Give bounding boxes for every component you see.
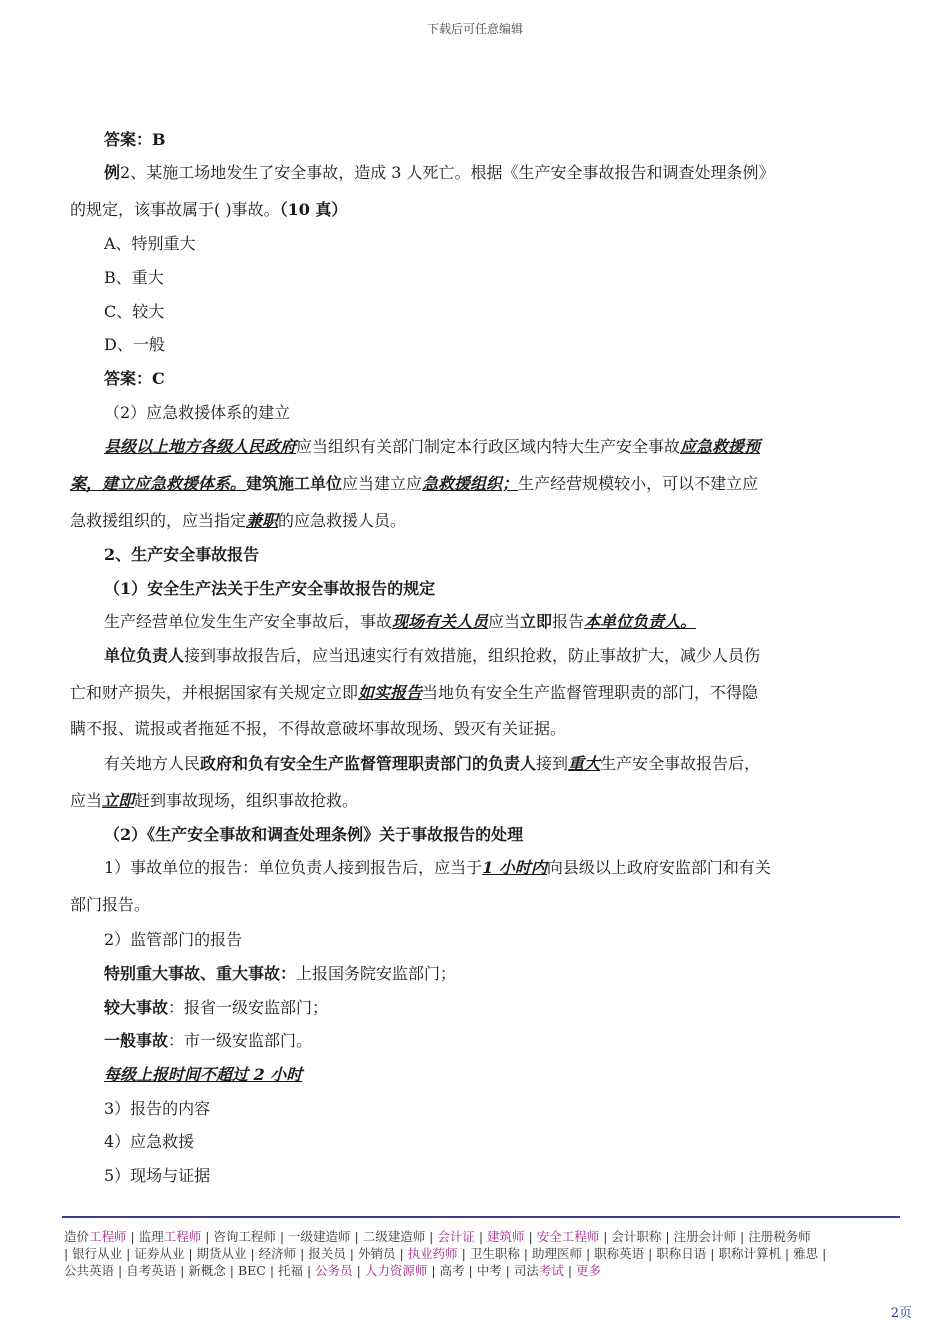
- paragraph-line: 急救援组织的，应当指定兼职的应急救援人员。: [70, 511, 407, 530]
- paragraph-line: 单位负责人接到事故报告后，应当迅速实行有效措施，组织抢救，防止事故扩大，减少人员伤: [104, 646, 761, 665]
- answer-line: 答案：B: [104, 130, 166, 149]
- section-heading: 2、生产安全事故报告: [104, 545, 260, 564]
- footer-text: | 卫生职称 | 助理医师 | 职称英语 | 职称日语 | 职称计算机 | 雅思 |: [457, 1246, 827, 1261]
- footer-link[interactable]: 执业药师: [407, 1246, 458, 1261]
- footer-link[interactable]: 考试: [538, 1263, 564, 1278]
- paragraph-line: 3）报告的内容: [104, 1099, 211, 1118]
- paragraph-line: 案，建立应急救援体系。建筑施工单位应当建立应急救援组织；生产经营规模较小，可以不建立应: [70, 474, 759, 493]
- footer-text: |: [563, 1263, 577, 1278]
- footer-divider: [62, 1216, 900, 1218]
- footer-links-row: [64, 1246, 900, 1262]
- footer-text: |: [524, 1229, 537, 1244]
- paragraph-line: 有关地方人民政府和负有安全生产监督管理职责部门的负责人接到重大生产安全事故报告后，: [104, 754, 761, 773]
- paragraph-line: 4）应急救援: [104, 1132, 195, 1151]
- footer-text: | 高考 | 中考 | 司法: [427, 1263, 539, 1278]
- paragraph-line: 2）监管部门的报告: [104, 930, 243, 949]
- footer-link[interactable]: 工程师: [163, 1229, 202, 1244]
- footer-text: |: [352, 1263, 365, 1278]
- paragraph-line: 一般事故：市一级安监部门。: [104, 1031, 313, 1050]
- footer-text: | 银行从业 | 证券从业 | 期货从业 | 经济师 | 报关员 | 外销员 |: [64, 1246, 408, 1261]
- footer-links-row: [64, 1229, 900, 1245]
- example-line-cont: 的规定，该事故属于( )事故。（10 真）: [70, 200, 348, 219]
- page-header: 下载后可任意编辑: [426, 22, 523, 36]
- subsection-heading: （2）《生产安全事故和调查处理条例》关于事故报告的处理: [104, 825, 524, 844]
- footer-text: |: [474, 1229, 488, 1244]
- footer-text: | 咨询工程师 | 一级建造师 | 二级建造师 |: [201, 1229, 438, 1244]
- footer-text: | 会计职称 | 注册会计师 | 注册税务师: [599, 1229, 811, 1244]
- option-c: C、较大: [104, 302, 165, 321]
- footer-link[interactable]: 人力资源师: [364, 1263, 428, 1278]
- subsection-heading: （1）安全生产法关于生产安全事故报告的规定: [104, 579, 436, 598]
- option-d: D、一般: [104, 335, 165, 354]
- footer-link[interactable]: 安全工程师: [536, 1229, 600, 1244]
- footer-text: 公共英语 | 自考英语 | 新概念 | BEC | 托福 |: [64, 1263, 316, 1278]
- paragraph-line: 瞒不报、谎报或者拖延不报，不得故意破坏事故现场、毁灭有关证据。: [70, 719, 567, 738]
- paragraph-line: 1）事故单位的报告：单位负责人接到报告后，应当于1 小时内向县级以上政府安监部门和有关: [104, 858, 771, 877]
- footer-link[interactable]: 公务员: [315, 1263, 353, 1278]
- footer-link[interactable]: 更多: [576, 1263, 602, 1278]
- footer-links-row: [64, 1263, 900, 1279]
- paragraph-line: 部门报告。: [70, 895, 151, 914]
- paragraph-line: 应当立即赶到事故现场，组织事故抢救。: [70, 791, 359, 810]
- option-a: A、特别重大: [104, 234, 196, 253]
- paragraph-line: 较大事故：报省一级安监部门；: [104, 998, 329, 1017]
- answer-line: 答案：C: [104, 369, 165, 388]
- paragraph-line: 特别重大事故、重大事故：上报国务院安监部门；: [104, 964, 457, 983]
- paragraph-line: 亡和财产损失，并根据国家有关规定立即如实报告当地负有安全生产监督管理职责的部门，不得隐: [70, 683, 759, 702]
- footer-link[interactable]: 建筑师: [487, 1229, 525, 1244]
- emphasis-line: 每级上报时间不超过 2 小时: [104, 1065, 303, 1084]
- paragraph-line: 县级以上地方各级人民政府应当组织有关部门制定本行政区域内特大生产安全事故应急救援预: [104, 437, 761, 456]
- page-number: 2页: [890, 1306, 912, 1321]
- footer-link[interactable]: 会计证: [437, 1229, 475, 1244]
- footer-link[interactable]: 工程师: [89, 1229, 127, 1244]
- example-line: 例2、某施工场地发生了安全事故，造成 3 人死亡。根据《生产安全事故报告和调查处理条例》: [104, 163, 775, 182]
- footer-text: | 监理: [126, 1229, 164, 1244]
- paragraph-line: 生产经营单位发生生产安全事故后，事故现场有关人员应当立即报告本单位负责人。: [104, 612, 697, 631]
- footer-text: 造价: [64, 1229, 90, 1244]
- section-heading: （2）应急救援体系的建立: [104, 403, 291, 422]
- option-b: B、重大: [104, 268, 164, 287]
- paragraph-line: 5）现场与证据: [104, 1166, 211, 1185]
